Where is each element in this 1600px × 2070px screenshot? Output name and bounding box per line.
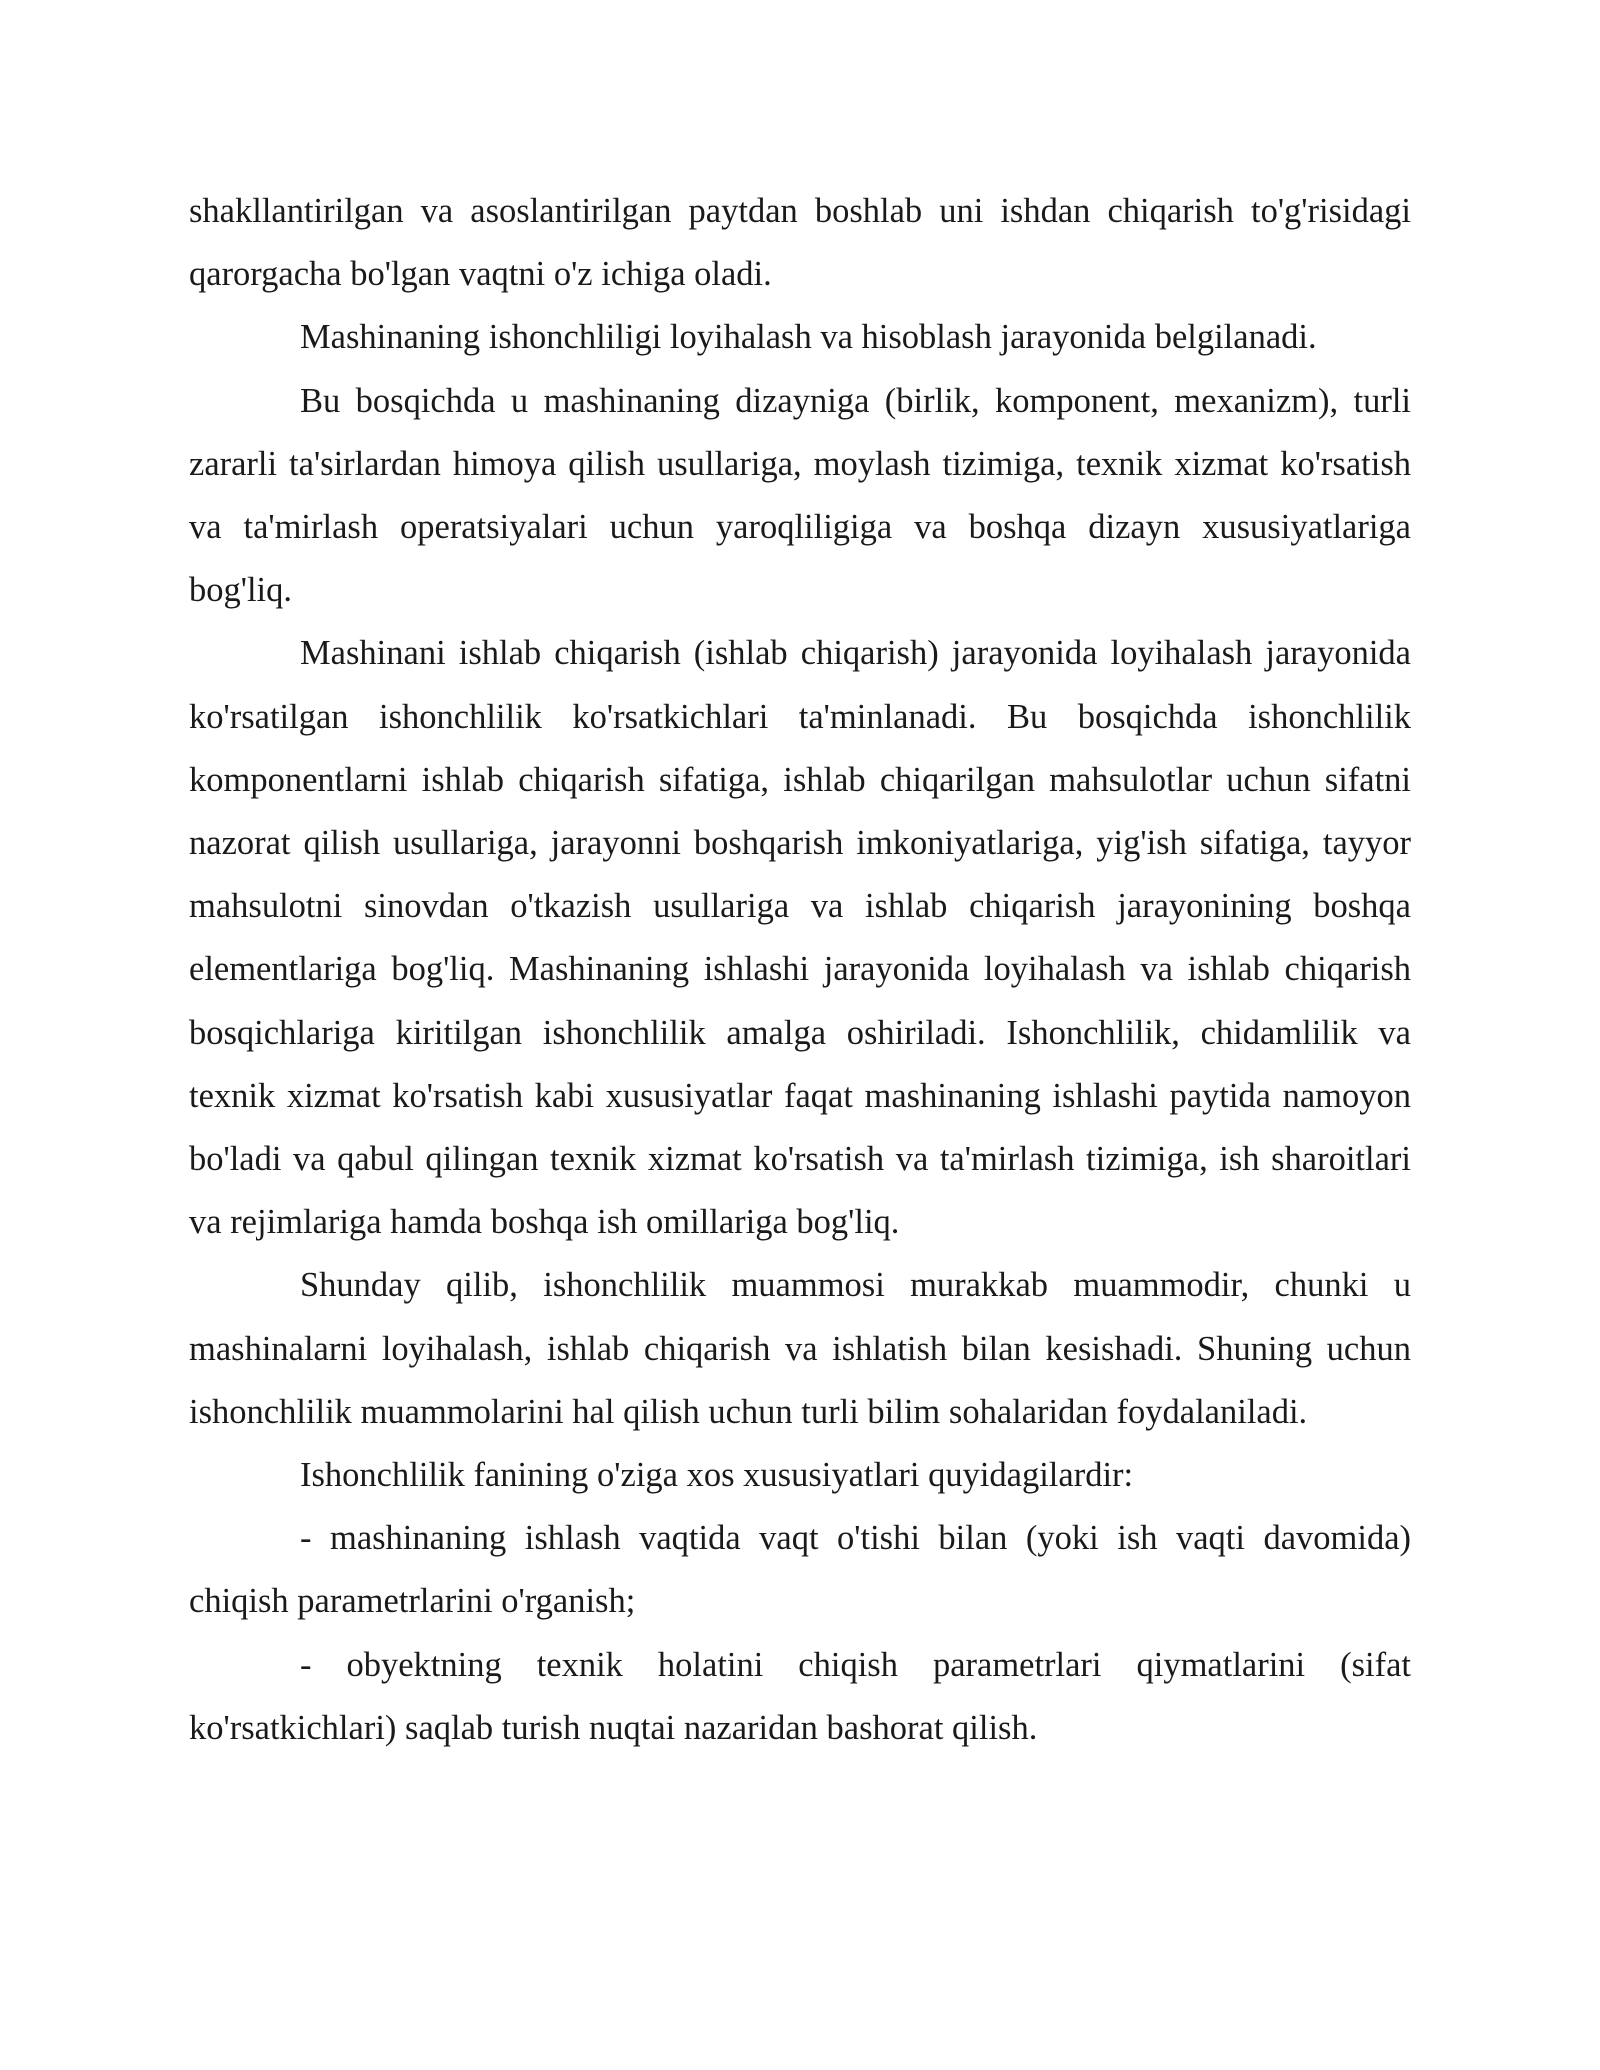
paragraph-4: Mashinani ishlab chiqarish (ishlab chiqarish) jarayonida loyihalash jarayonida ko'rsatilgan ishonchlilik ko'rsatkichlari ta'minlanadi. Bu bosqichda ishonchlilik komponentlarni ishlab chiqarish sifatiga, ishlab chiqarilgan mahsulotlar uchun sifatni nazorat qilish usullariga, jarayonni boshqarish imkoniyatlariga, yig'ish sifatiga, tayyor mahsulotni sinovdan o'tkazish usullariga va ishlab chiqarish jarayonining boshqa elementlariga bog'liq. Mashinaning ishlashi jarayonida loyihalash va ishlab chiqarish bosqichlariga kiritilgan ishonchlilik amalga oshiriladi. Ishonchlilik, chidamlilik va texnik xizmat ko'rsatish kabi xususiyatlar faqat mashinaning ishlashi paytida namoyon bo'ladi va qabul qilingan texnik xizmat ko'rsatish va ta'mirlash tizimiga, ish sharoitlari va rejimlariga hamda boshqa ish omillariga bog'liq. — [189, 634, 1411, 1242]
document-body — [189, 180, 1411, 1760]
paragraph-2: Mashinaning ishonchliligi loyihalash va hisoblash jarayonida belgilanadi. — [300, 318, 1317, 357]
list-item-1: - mashinaning ishlash vaqtida vaqt o'tishi bilan (yoki ish vaqti davomida) chiqish parametrlarini o'rganish; — [189, 1519, 1411, 1621]
paragraph-3: Bu bosqichda u mashinaning dizayniga (birlik, komponent, mexanizm), turli zararli ta'sirlardan himoya qilish usullariga, moylash tizimiga, texnik xizmat ko'rsatish va ta'mirlash operatsiyalari uchun yaroqliligiga va boshqa dizayn xususiyatlariga bog'liq. — [189, 381, 1411, 610]
list-item-2: - obyektning texnik holatini chiqish parametrlari qiymatlarini (sifat ko'rsatkichlari) saqlab turish nuqtai nazaridan bashorat qilish. — [189, 1645, 1411, 1747]
paragraph-1: shakllantirilgan va asoslantirilgan paytdan boshlab uni ishdan chiqarish to'g'risidagi qarorgacha bo'lgan vaqtni o'z ichiga oladi. — [189, 192, 1411, 294]
paragraph-6: Ishonchlilik fanining o'ziga xos xususiyatlari quyidagilardir: — [300, 1456, 1134, 1495]
paragraph-5: Shunday qilib, ishonchlilik muammosi murakkab muammodir, chunki u mashinalarni loyihalash, ishlab chiqarish va ishlatish bilan kesishadi. Shuning uchun ishonchlilik muammolarini hal qilish uchun turli bilim sohalaridan foydalaniladi. — [189, 1266, 1411, 1431]
